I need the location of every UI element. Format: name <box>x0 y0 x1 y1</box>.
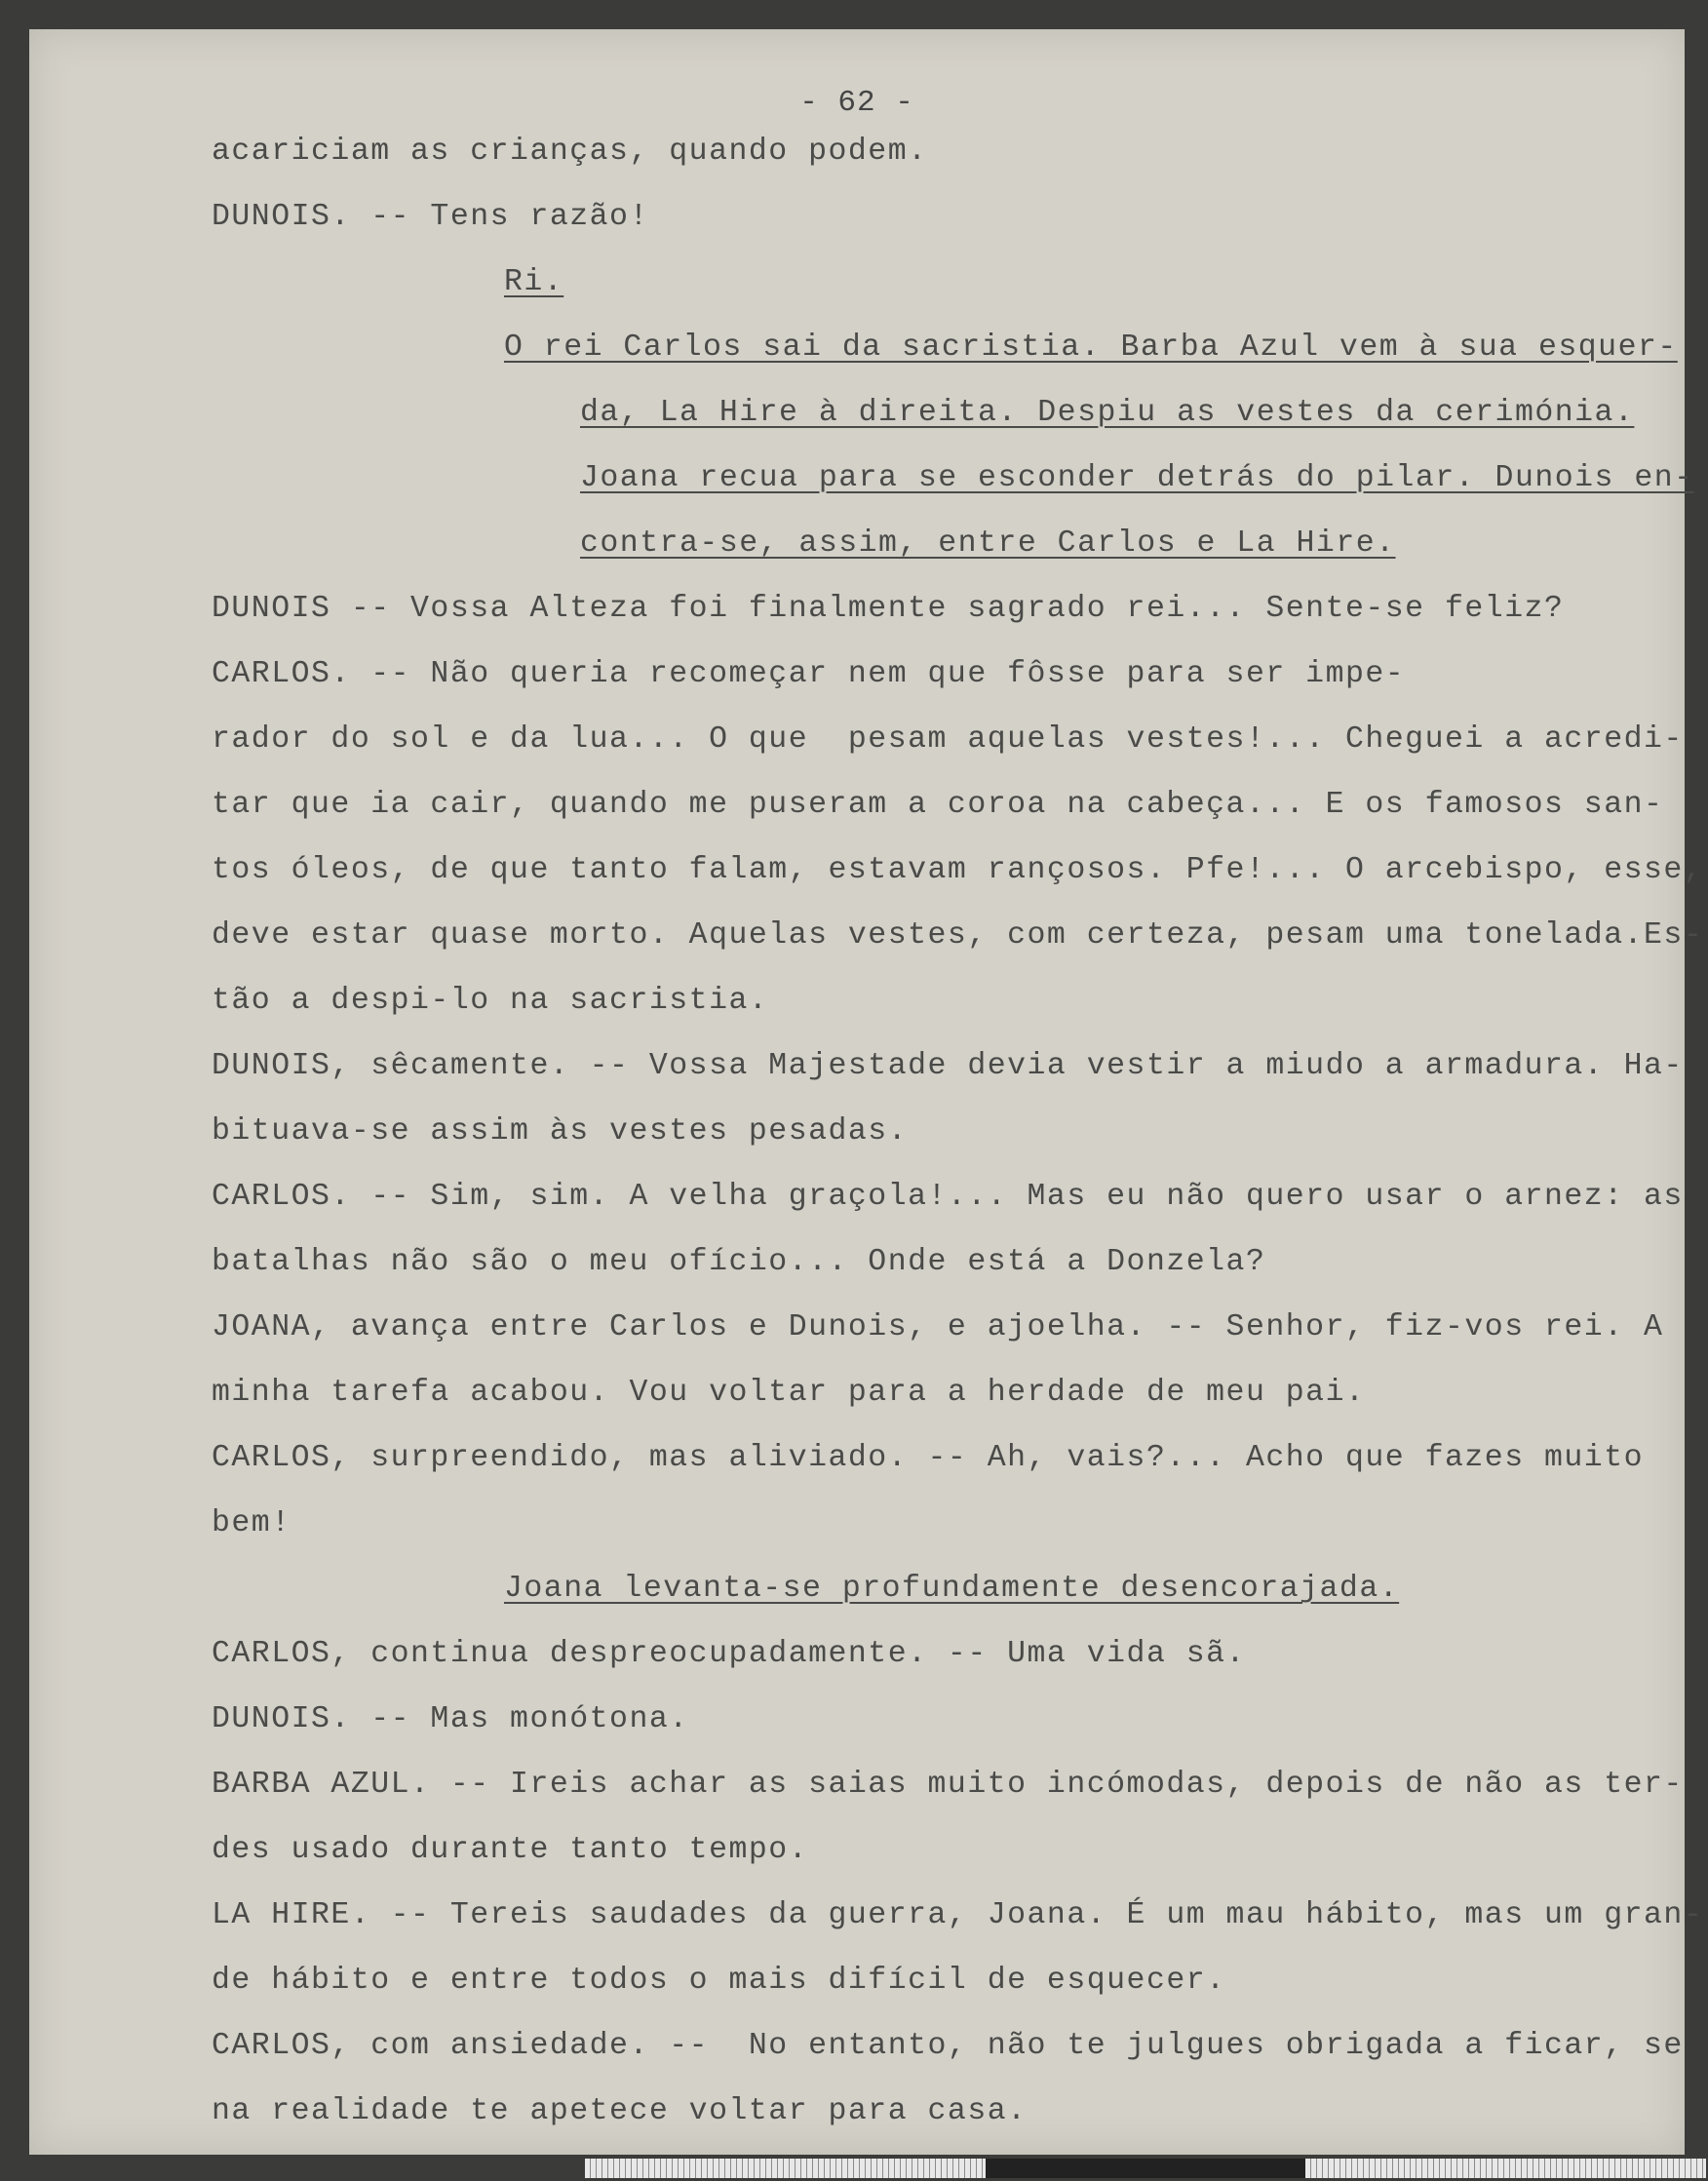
ruler-segment <box>585 2159 986 2178</box>
stage-direction: O rei Carlos sai da sacristia. Barba Azul vem à sua esquer- <box>504 331 1678 365</box>
text-line: bituava-se assim às vestes pesadas. <box>212 1114 909 1149</box>
text-line: JOANA, avança entre Carlos e Dunois, e ajoelha. -- Senhor, fiz-vos rei. A <box>212 1310 1664 1344</box>
stage-direction: da, La Hire à direita. Despiu as vestes da cerimónia. <box>580 396 1635 430</box>
text-line: CARLOS, surpreendido, mas aliviado. -- Ah, vais?... Acho que fazes muito <box>212 1441 1645 1475</box>
text-line: CARLOS. -- Não queria recomeçar nem que fôsse para ser impe- <box>212 657 1406 691</box>
stage-direction: Ri. <box>504 265 564 299</box>
text-line: tar que ia cair, quando me puseram a coroa na cabeça... E os famosos san- <box>212 788 1664 822</box>
text-line: de hábito e entre todos o mais difícil de esquecer. <box>212 1964 1226 1998</box>
text-line: DUNOIS -- Vossa Alteza foi finalmente sagrado rei... Sente-se feliz? <box>212 592 1565 626</box>
text-line: LA HIRE. -- Tereis saudades da guerra, Joana. É um mau hábito, mas um gran- <box>212 1898 1704 1932</box>
text-line: bem! <box>212 1506 291 1540</box>
text-line: CARLOS, com ansiedade. -- No entanto, não te julgues obrigada a ficar, se <box>212 2029 1684 2063</box>
ruler-segment <box>986 2159 1306 2178</box>
scan-color-ruler <box>585 2159 1706 2178</box>
text-line: DUNOIS. -- Mas monótona. <box>212 1702 689 1736</box>
stage-direction: Joana recua para se esconder detrás do pilar. Dunois en- <box>580 461 1694 495</box>
typewritten-page <box>29 29 1704 2155</box>
text-line: rador do sol e da lua... O que pesam aquelas vestes!... Cheguei a acredi- <box>212 722 1684 757</box>
ruler-segment <box>1305 2159 1706 2178</box>
text-line: tão a despi-lo na sacristia. <box>212 984 769 1018</box>
text-line: tos óleos, de que tanto falam, estavam rançosos. Pfe!... O arcebispo, esse, <box>212 853 1704 887</box>
text-line: CARLOS. -- Sim, sim. A velha graçola!... Mas eu não quero usar o arnez: as <box>212 1180 1684 1214</box>
page-number: - 62 - <box>799 86 914 120</box>
text-line: na realidade te apetece voltar para casa. <box>212 2094 1028 2128</box>
text-line: BARBA AZUL. -- Ireis achar as saias muito incómodas, depois de não as ter- <box>212 1768 1684 1802</box>
stage-direction: contra-se, assim, entre Carlos e La Hire. <box>580 526 1396 561</box>
text-line: DUNOIS, sêcamente. -- Vossa Majestade devia vestir a miudo a armadura. Ha- <box>212 1049 1684 1083</box>
text-line: CARLOS, continua despreocupadamente. -- Uma vida sã. <box>212 1637 1246 1671</box>
text-line: deve estar quase morto. Aquelas vestes, com certeza, pesam uma tonelada.Es- <box>212 918 1704 953</box>
text-line: des usado durante tanto tempo. <box>212 1833 809 1867</box>
text-line: batalhas não são o meu ofício... Onde está a Donzela? <box>212 1245 1266 1279</box>
text-line: DUNOIS. -- Tens razão! <box>212 200 649 234</box>
text-line: minha tarefa acabou. Vou voltar para a herdade de meu pai. <box>212 1376 1366 1410</box>
stage-direction: Joana levanta-se profundamente desencorajada. <box>504 1572 1400 1606</box>
text-line: acariciam as crianças, quando podem. <box>212 135 928 169</box>
